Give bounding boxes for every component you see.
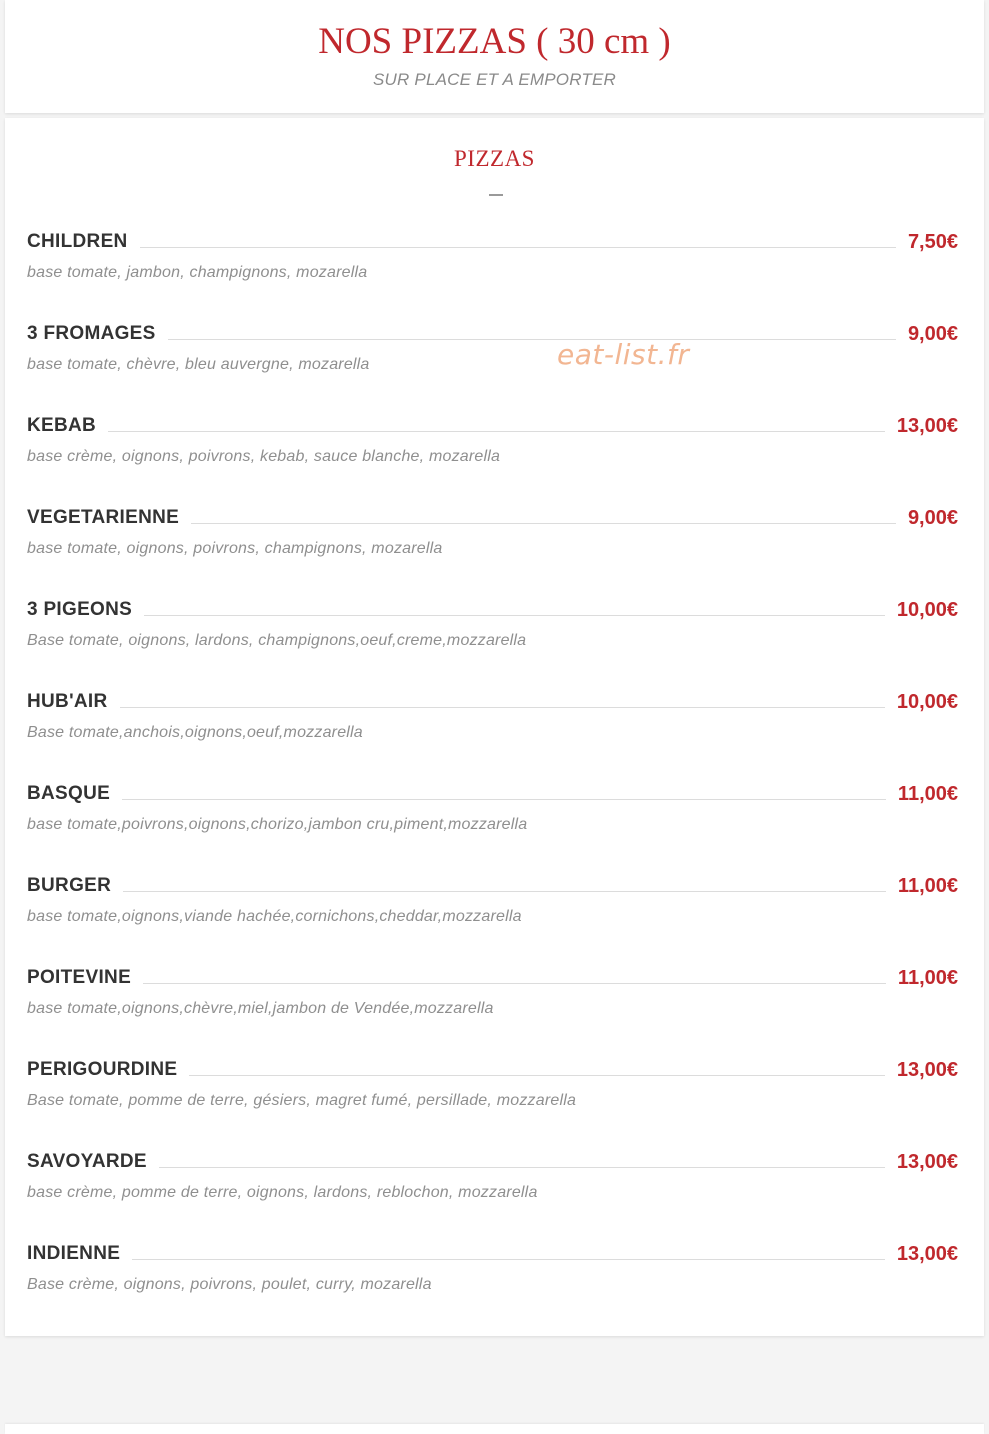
menu-item [27,229,958,321]
item-name: BASQUE [27,783,111,804]
item-leader-line [168,339,896,340]
item-price: 9,00€ [907,323,958,345]
item-description: base tomate,oignons,chèvre,miel,jambon de Vendée,mozzarella [27,1000,494,1017]
item-leader-line [132,1259,885,1260]
menu-item [27,1057,958,1149]
item-description: base tomate, oignons, poivrons, champignons, mozarella [27,540,443,557]
item-leader-line [159,1167,885,1168]
menu-item [27,781,958,873]
item-price: 11,00€ [897,875,958,897]
item-description: Base tomate, oignons, lardons, champignons,oeuf,creme,mozzarella [27,632,527,649]
item-description: base tomate, jambon, champignons, mozarella [27,264,368,281]
section-divider [489,194,503,196]
item-price: 13,00€ [896,1059,958,1081]
item-description: base crème, oignons, poivrons, kebab, sauce blanche, mozarella [27,448,501,465]
menu-item [27,597,958,689]
header-card [5,0,984,113]
menu-item [27,505,958,597]
menu-item-list [27,229,958,1333]
item-name: POITEVINE [27,967,132,988]
item-name: KEBAB [27,415,97,436]
item-description: Base crème, oignons, poivrons, poulet, curry, mozarella [27,1276,432,1293]
item-price: 13,00€ [896,415,958,437]
item-leader-line [189,1075,884,1076]
item-leader-line [108,431,885,432]
item-name: SAVOYARDE [27,1151,147,1172]
item-leader-line [143,983,886,984]
item-leader-line [191,523,896,524]
item-price: 13,00€ [896,1151,958,1173]
menu-item [27,321,958,413]
section-title: PIZZAS [454,146,535,171]
item-description: base tomate,oignons,viande hachée,cornichons,cheddar,mozzarella [27,908,522,925]
item-name: BURGER [27,875,112,896]
item-leader-line [144,615,885,616]
item-name: HUB'AIR [27,691,108,712]
footer-strip [5,1424,984,1434]
item-price: 10,00€ [896,599,958,621]
item-name: PERIGOURDINE [27,1059,178,1080]
item-leader-line [120,707,885,708]
item-leader-line [140,247,896,248]
item-name: CHILDREN [27,231,128,252]
page-title: NOS PIZZAS ( 30 cm ) [318,21,671,62]
item-description: base tomate,poivrons,oignons,chorizo,jambon cru,piment,mozzarella [27,816,528,833]
menu-item [27,965,958,1057]
item-price: 11,00€ [897,783,958,805]
menu-item [27,1149,958,1241]
menu-item [27,1241,958,1333]
item-price: 7,50€ [907,231,958,253]
item-name: 3 FROMAGES [27,323,156,344]
menu-item [27,689,958,781]
item-leader-line [123,891,886,892]
page-subtitle: SUR PLACE ET A EMPORTER [373,70,616,89]
item-price: 9,00€ [907,507,958,529]
item-price: 13,00€ [896,1243,958,1265]
item-price: 11,00€ [897,967,958,989]
item-leader-line [122,799,886,800]
item-description: base crème, pomme de terre, oignons, lardons, reblochon, mozzarella [27,1184,538,1201]
item-description: Base tomate,anchois,oignons,oeuf,mozzarella [27,724,363,741]
watermark: eat-list.fr [557,338,690,371]
item-price: 10,00€ [896,691,958,713]
item-name: 3 PIGEONS [27,599,133,620]
item-description: base tomate, chèvre, bleu auvergne, mozarella [27,356,370,373]
menu-item [27,873,958,965]
menu-card [5,118,984,1336]
menu-item [27,413,958,505]
item-name: VEGETARIENNE [27,507,180,528]
item-description: Base tomate, pomme de terre, gésiers, magret fumé, persillade, mozzarella [27,1092,577,1109]
item-name: INDIENNE [27,1243,121,1264]
